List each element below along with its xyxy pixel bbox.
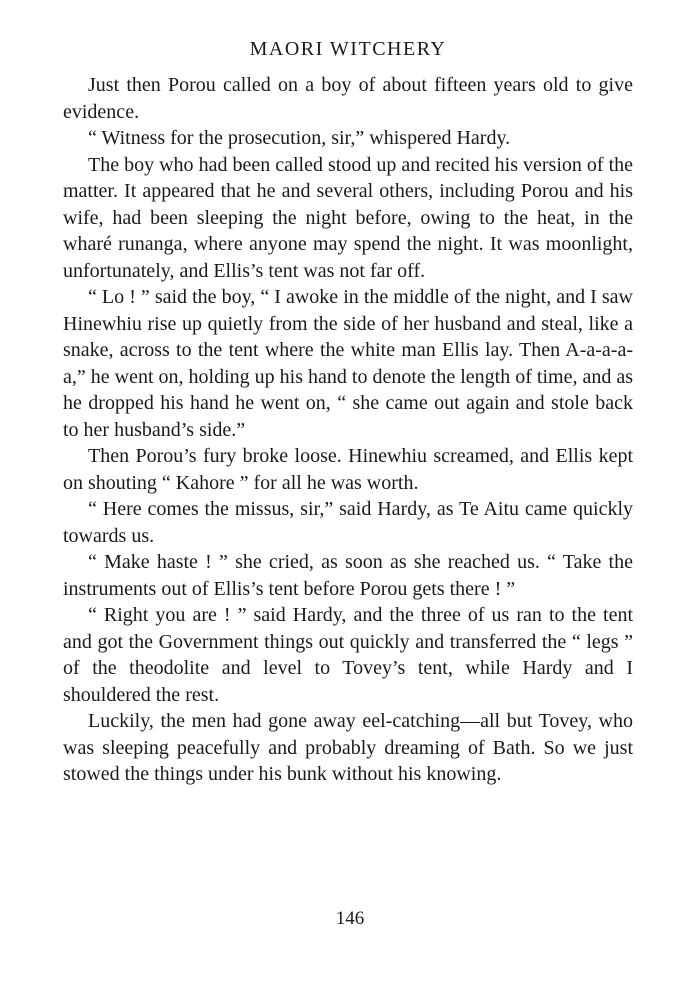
paragraph-6: “ Here comes the missus, sir,” said Hardy, as Te Aitu came quickly towards us. xyxy=(63,498,633,547)
paragraph-8: “ Right you are ! ” said Hardy, and the three of us ran to the tent and got the Government things out quickly and transferred the “ legs ” of the theodolite and level to Tovey’s tent, while Hardy and I shouldered the rest. xyxy=(63,604,633,706)
book-page xyxy=(63,34,633,788)
paragraph-9: Luckily, the men had gone away eel-catching—all but Tovey, who was sleeping peacefully and probably dreaming of Bath. So we just stowed the things under his bunk without his knowing. xyxy=(63,710,633,785)
paragraph-5: Then Porou’s fury broke loose. Hinewhiu screamed, and Ellis kept on shouting “ Kahore ” for all he was worth. xyxy=(63,445,633,494)
running-head: MAORI WITCHERY xyxy=(249,38,447,60)
paragraph-1: Just then Porou called on a boy of about fifteen years old to give evidence. xyxy=(63,74,633,123)
paragraph-4: “ Lo ! ” said the boy, “ I awoke in the middle of the night, and I saw Hinewhiu rise up quietly from the side of her husband and steal, like a snake, across to the tent where the white man Ellis lay. Then A-a-a-a-a,” he went on, holding up his hand to denote the length of time, and as he dropped his hand he went on, “ she came out again and stole back to her husband’s side.” xyxy=(63,286,633,441)
paragraph-2: “ Witness for the prosecution, sir,” whispered Hardy. xyxy=(88,127,511,149)
page-number: 146 xyxy=(335,908,365,929)
paragraph-7: “ Make haste ! ” she cried, as soon as she reached us. “ Take the instruments out of Ellis’s tent before Porou gets there ! ” xyxy=(63,551,633,600)
paragraph-3: The boy who had been called stood up and recited his version of the matter. It appeared that he and several others, including Porou and his wife, had been sleeping the night before, owing to the heat, in the wharé runanga, where anyone may spend the night. It was moonlight, unfortunately, and Ellis’s tent was not far off. xyxy=(63,153,633,282)
